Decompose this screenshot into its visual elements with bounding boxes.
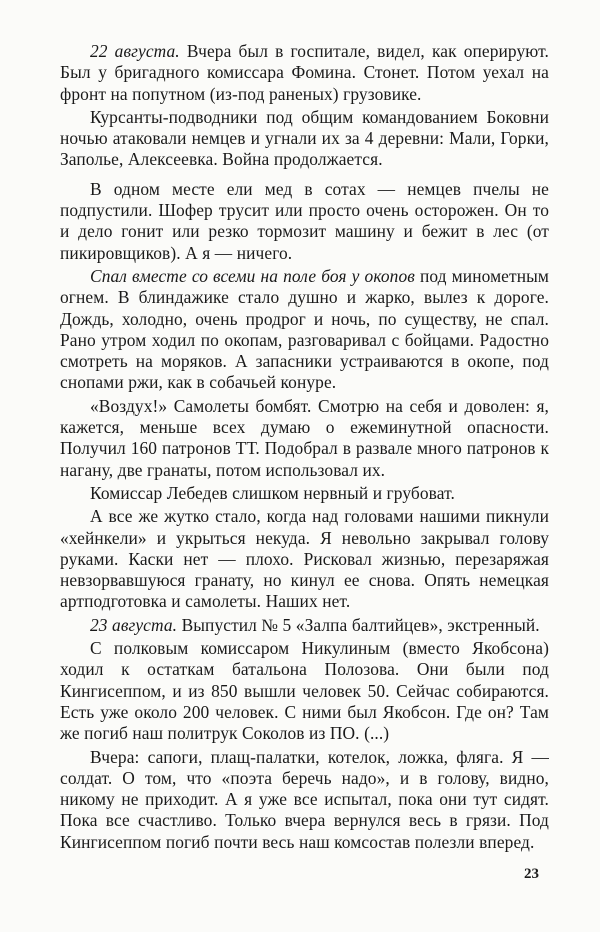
- date-heading: 23 августа.: [90, 614, 178, 635]
- paragraph-5: [60, 396, 549, 481]
- paragraph-text: Курсанты-подводники под общим командованием Боковни ночью атаковали немцев и угнали их за 4 деревни: Мали, Горки, Заполье, Алексеевка. Война продолжается.: [60, 106, 549, 170]
- paragraph-10: [60, 747, 549, 853]
- italic-lead: Спал вместе со всеми на поле боя у окопов: [90, 265, 415, 286]
- paragraph-1: [60, 41, 549, 105]
- paragraph-3: [60, 179, 549, 264]
- paragraph-7: [60, 506, 549, 612]
- date-heading: 22 августа.: [90, 41, 180, 61]
- paragraph-text: А все же жутко стало, когда над головами нашими пикнули «хейнкели» и укрыться некуда. Я невольно закрывал голову руками. Каски нет — плохо. Рисковал жизнью, перезаряжая невзорвавшуюся гранату, но кинул ее снова. Опять немецкая артподготовка и самолеты. Наших нет.: [60, 506, 549, 612]
- diary-text: [60, 41, 549, 853]
- paragraph-text: В одном месте ели мед в сотах — немцев пчелы не подпустили. Шофер трусит или просто очень осторожен. Он то и дело гонит или резко тормозит машину и бежит в лес (от пикировщиков). А я — ничего.: [60, 178, 549, 263]
- paragraph-text: Выпустил № 5 «Залпа балтийцев», экстренный.: [177, 614, 540, 635]
- paragraph-text: С полковым комиссаром Никулиным (вместо Якобсона) ходил к остаткам батальона Полозова. Они были под Кингисеппом, и из 850 вышли человек 50. Сейчас собираются. Есть уже около 200 человек. С ними был Якобсон. Где он? Там же погиб наш политрук Соколов из ПО. (...): [60, 638, 549, 744]
- paragraph-text: Комиссар Лебедев слишком нервный и грубоват.: [90, 482, 455, 503]
- paragraph-text: под минометным огнем. В блиндажике стало душно и жарко, вылез к дороге. Дождь, холодно, очень продрог и ночь, по существу, не спал. Рано утром ходил по окопам, разговаривал с бойцами. Радостно смотреть на моряков. А запасники устраиваются в окопе, под снопами ржи, как в собачьей конуре.: [60, 265, 549, 393]
- paragraph-text: Вчера был в госпитале, видел, как оперируют. Был у бригадного комиссара Фомина. Стонет. Потом уехал на фронт на попутном (из-под раненых) грузовике.: [60, 41, 549, 104]
- paragraph-text: Вчера: сапоги, плащ-палатки, котелок, ложка, фляга. Я — солдат. О том, что «поэта беречь надо», и в голову, видно, никому не приходит. А я уже все испытал, пока они тут сидят. Пока все счастливо. Только вчера вернулся весь в грязи. Под Кингисеппом погиб почти весь наш комсостав полезли вперед.: [60, 746, 549, 852]
- paragraph-4: [60, 266, 549, 394]
- paragraph-text: «Воздух!» Самолеты бомбят. Смотрю на себя и доволен: я, кажется, меньше всех думаю о ежеминутной опасности. Получил 160 патронов ТТ. Подобрал в развале много патронов к нагану, две гранаты, потом использовал их.: [60, 395, 549, 480]
- page-number: 23: [524, 866, 539, 882]
- paragraph-9: [60, 638, 549, 744]
- paragraph-8: [60, 615, 549, 636]
- paragraph-2: [60, 107, 549, 171]
- paragraph-6: [60, 483, 549, 504]
